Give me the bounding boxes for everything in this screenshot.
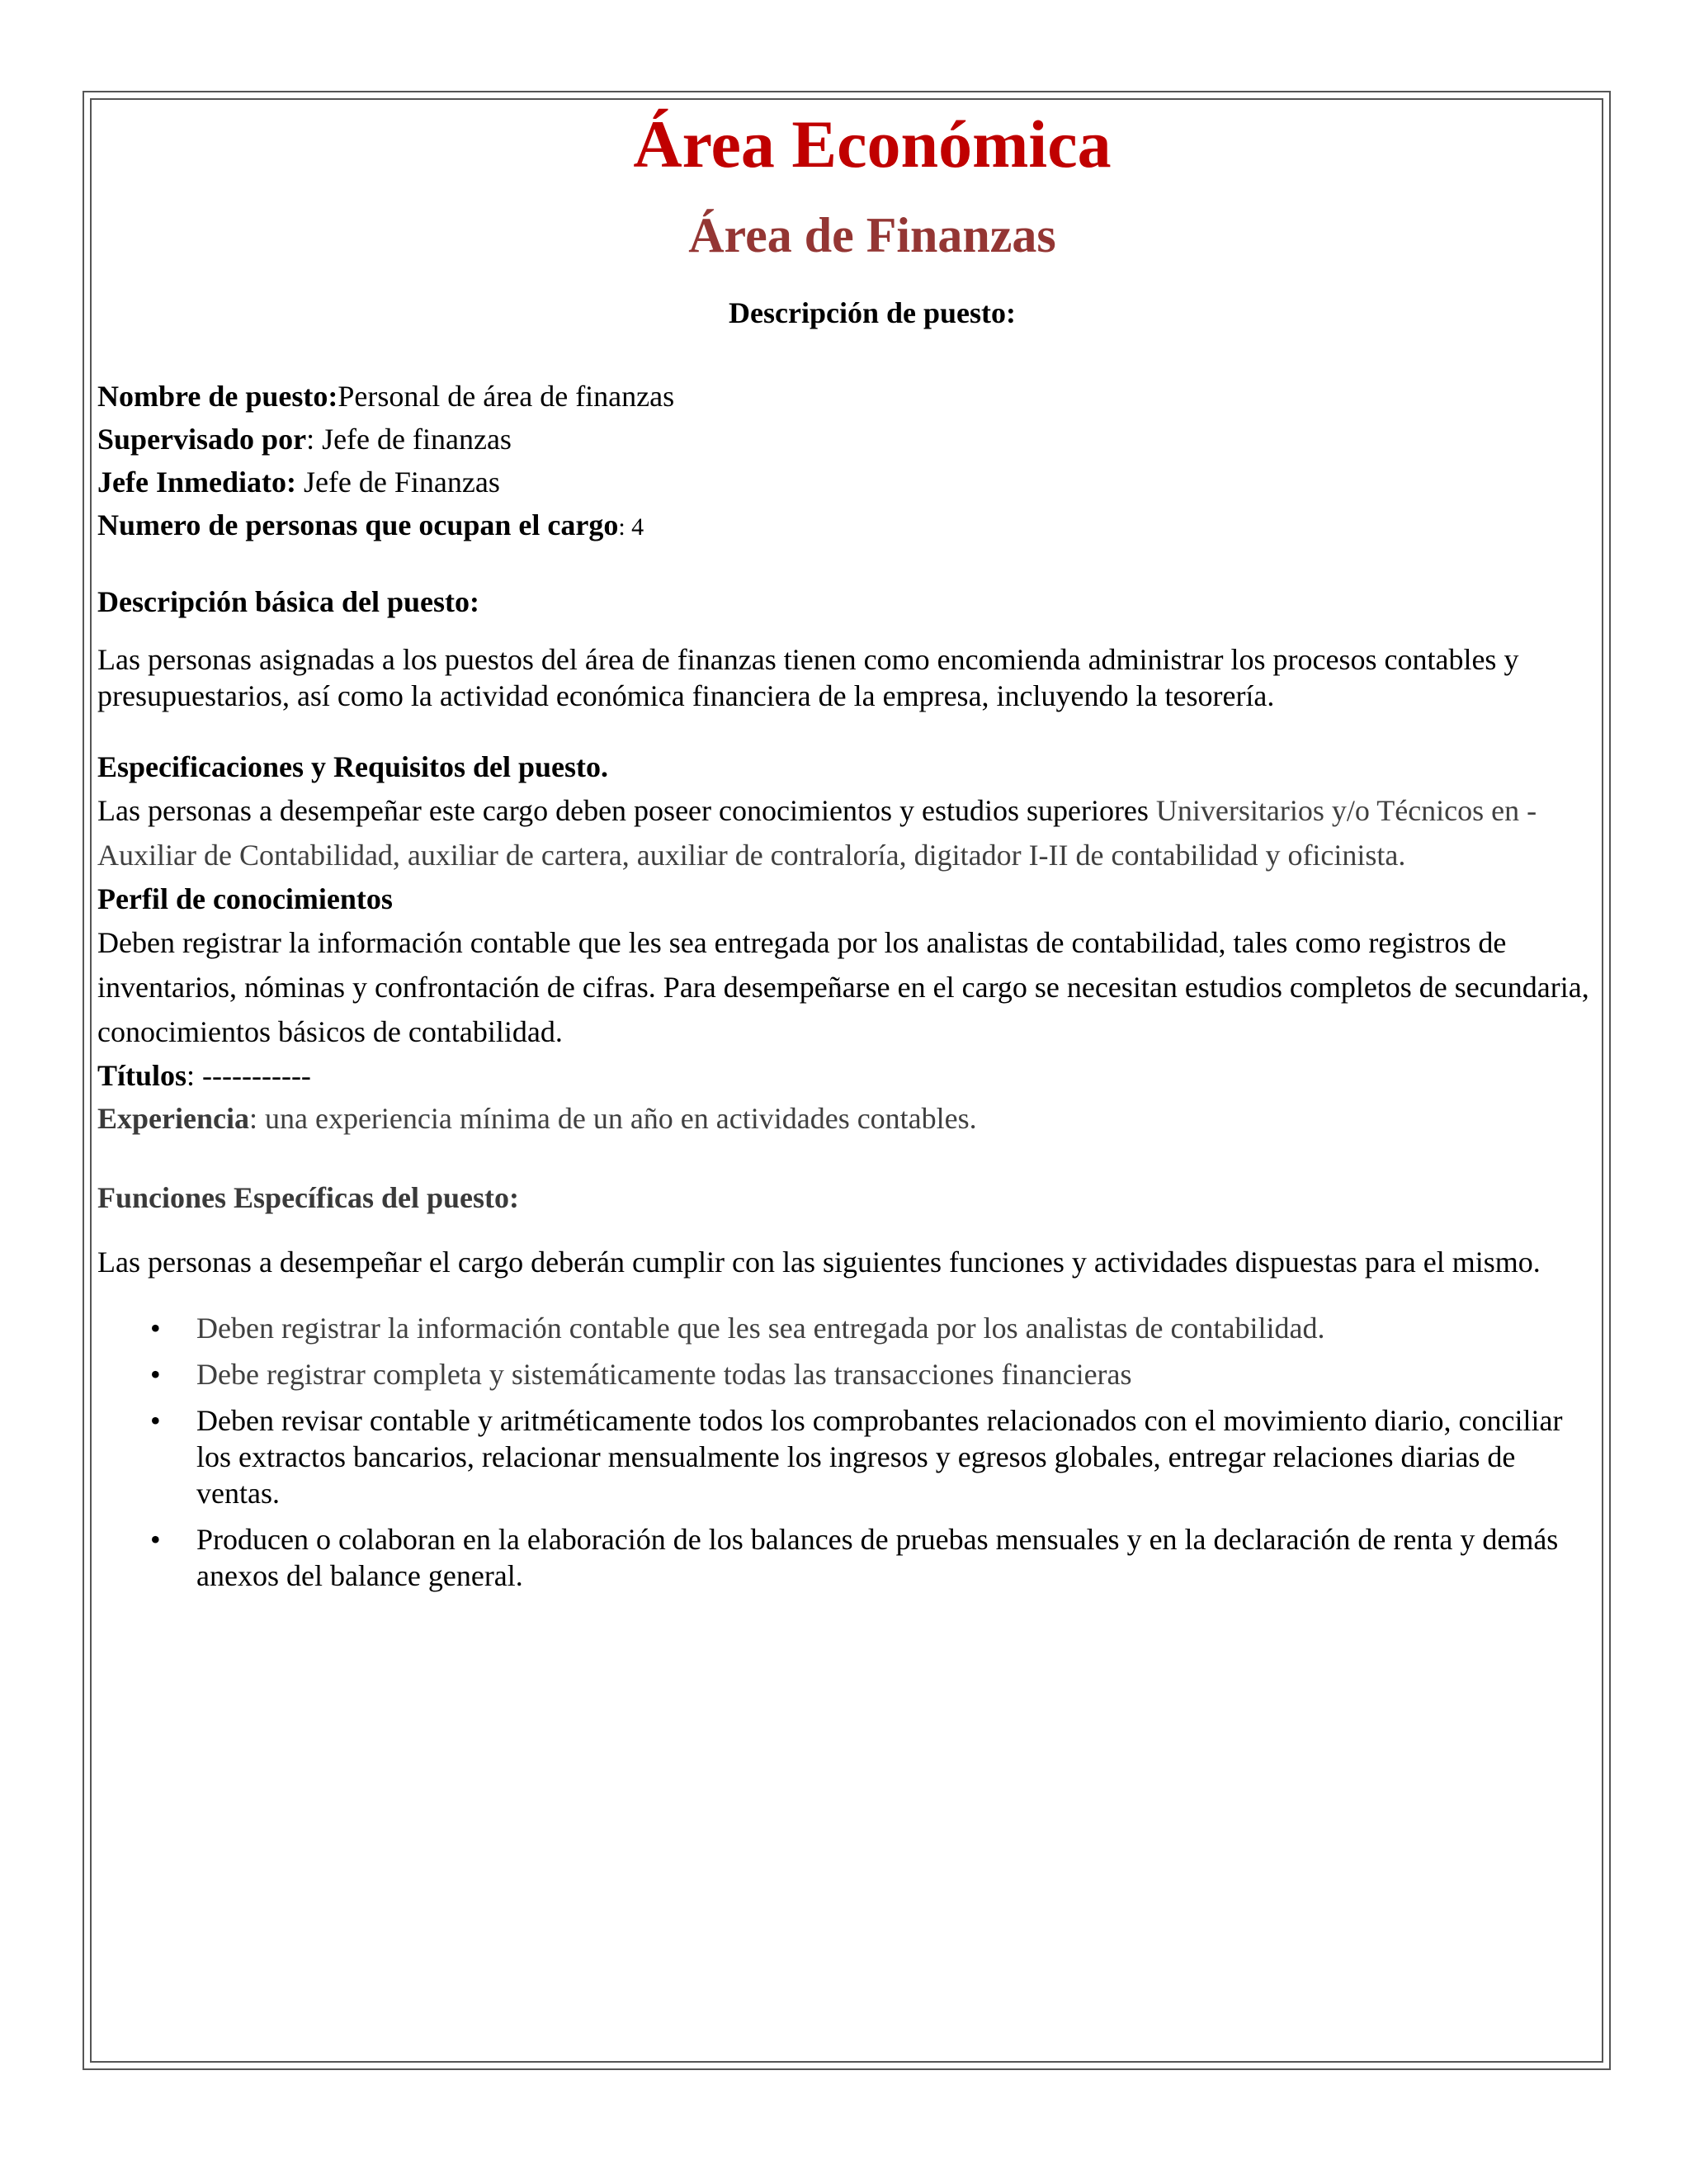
experience-label: Experiencia	[97, 1102, 249, 1135]
list-item-text: Debe registrar completa y sistemáticamente todas las transacciones financieras	[196, 1358, 1132, 1391]
direct-boss-line	[97, 461, 1598, 503]
basic-description-section	[97, 580, 1598, 714]
bullet-icon: •	[150, 1358, 161, 1391]
bullet-icon: •	[150, 1404, 161, 1437]
specs-text-part2: Universitarios y/o Técnicos en -Auxiliar de Contabilidad, auxiliar de cartera, auxiliar de contraloría, digitador I-II de contabilidad y oficinista.	[97, 794, 1537, 872]
list-item	[97, 1521, 1598, 1594]
supervised-by-label: Supervisado por	[97, 423, 307, 456]
list-item-text: Producen o colaboran en la elaboración de los balances de pruebas mensuales y en la declaración de renta y demás anexos del balance general.	[196, 1523, 1559, 1592]
job-name-line	[97, 375, 1598, 418]
titles-label: Títulos	[97, 1059, 187, 1092]
experience-line	[97, 1097, 1598, 1140]
list-item	[97, 1356, 1598, 1392]
specs-heading: Especificaciones y Requisitos del puesto.	[97, 750, 609, 783]
supervised-by-line	[97, 418, 1598, 461]
profile-heading: Perfil de conocimientos	[97, 882, 393, 915]
headcount-value: : 4	[618, 513, 644, 541]
page-title: Área Económica	[633, 106, 1112, 182]
functions-intro: Las personas a desempeñar el cargo deberán cumplir con las siguientes funciones y actividades dispuestas para el mismo.	[97, 1246, 1541, 1279]
titles-value: : -----------	[186, 1059, 311, 1092]
profile-section	[97, 877, 1598, 1140]
direct-boss-value: Jefe de Finanzas	[295, 466, 500, 499]
direct-boss-label: Jefe Inmediato:	[97, 466, 296, 499]
list-item	[97, 1310, 1598, 1346]
page-subtitle: Área de Finanzas	[688, 208, 1056, 262]
specs-text-part1: Las personas a desempeñar este cargo deben poseer conocimientos y estudios superiores	[97, 794, 1156, 827]
job-name-value: Personal de área de finanzas	[338, 380, 675, 413]
basic-description-heading: Descripción básica del puesto:	[97, 585, 479, 618]
list-item-text: Deben revisar contable y aritméticamente todos los comprobantes relacionados con el movimiento diario, conciliar los extractos bancarios, relacionar mensualmente los ingresos y egresos globales, entregar relaciones diarias de ventas.	[196, 1404, 1563, 1510]
list-item	[97, 1402, 1598, 1511]
description-heading: Descripción de puesto:	[729, 296, 1016, 329]
headcount-line	[97, 503, 1598, 549]
headcount-label: Numero de personas que ocupan el cargo	[97, 508, 619, 541]
functions-list	[97, 1310, 1598, 1594]
job-info	[97, 375, 1598, 549]
bullet-icon: •	[150, 1523, 161, 1556]
supervised-by-value: : Jefe de finanzas	[306, 423, 512, 456]
document-body	[97, 99, 1598, 1604]
functions-section	[97, 1176, 1598, 1594]
basic-description-text: Las personas asignadas a los puestos del área de finanzas tienen como encomienda administrar los procesos contables y presupuestarios, así como la actividad económica financiera de la empresa, incluyendo la tesorería.	[97, 643, 1519, 712]
list-item-text: Deben registrar la información contable que les sea entregada por los analistas de contabilidad.	[196, 1312, 1325, 1345]
titles-line	[97, 1054, 1598, 1097]
profile-text: Deben registrar la información contable que les sea entregada por los analistas de contabilidad, tales como registros de inventarios, nóminas y confrontación de cifras. Para desempeñarse en el cargo se necesitan estudios completos de secundaria, conocimientos básicos de contabilidad.	[97, 926, 1589, 1048]
specs-text	[97, 788, 1598, 877]
functions-heading: Funciones Específicas del puesto:	[97, 1181, 520, 1214]
bullet-icon: •	[150, 1312, 161, 1345]
job-name-label: Nombre de puesto:	[97, 380, 338, 413]
specs-section	[97, 745, 1598, 877]
experience-value: : una experiencia mínima de un año en actividades contables.	[248, 1102, 977, 1135]
